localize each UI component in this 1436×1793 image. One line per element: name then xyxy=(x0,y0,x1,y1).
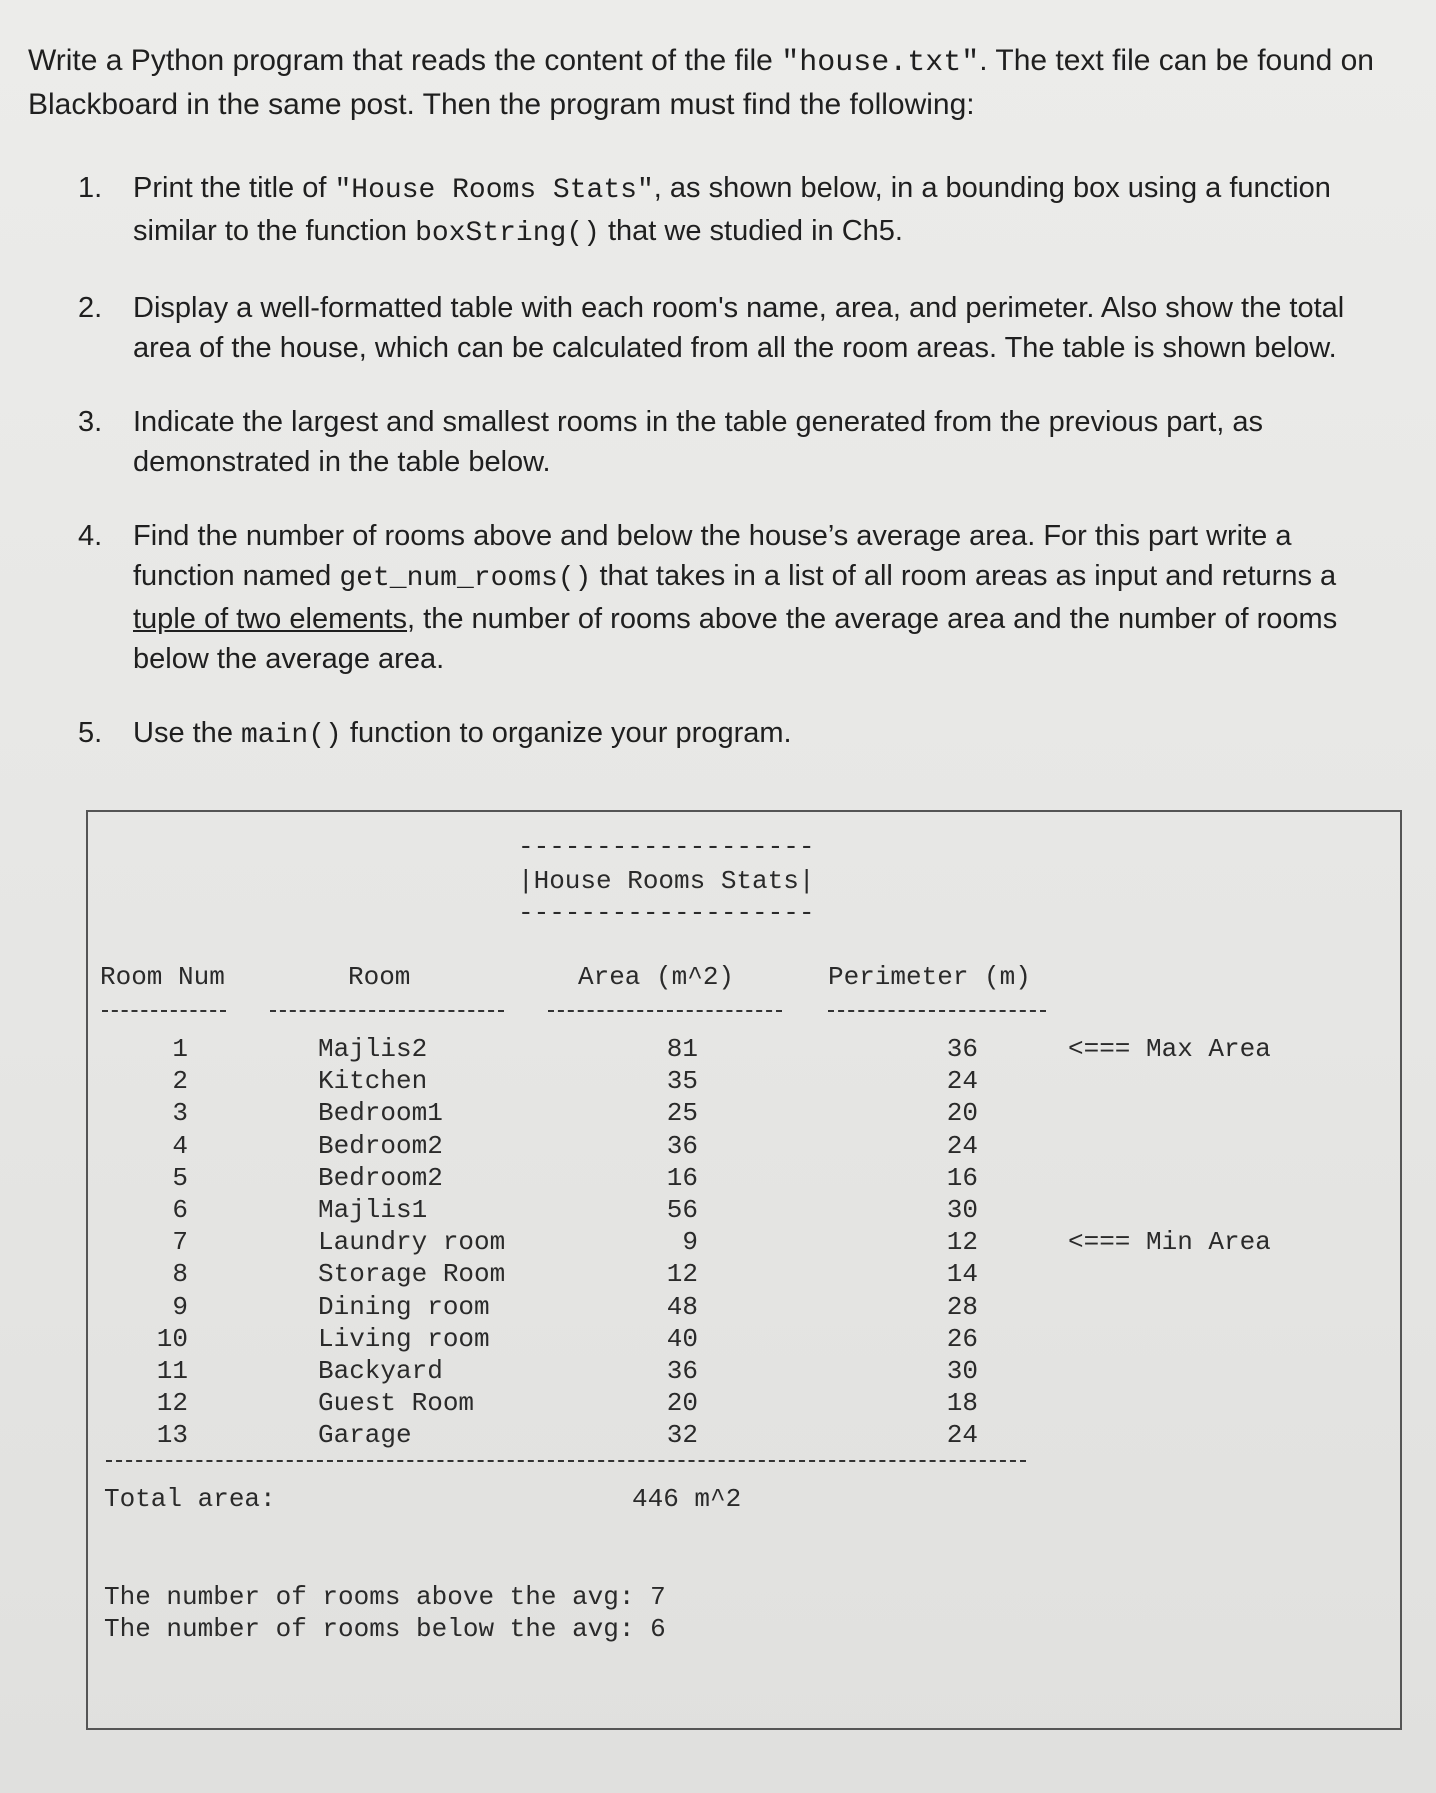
perimeter-cell: 14 xyxy=(946,1259,978,1290)
area-cell: 32 xyxy=(666,1420,698,1451)
perimeter-cell: 30 xyxy=(946,1195,978,1225)
room-name-cell: Majlis2 xyxy=(318,1034,428,1064)
room-name-cell: Backyard xyxy=(318,1356,443,1386)
total-area-label: Total area: xyxy=(104,1484,276,1514)
intro-text: Write a Python program that reads the content of the file xyxy=(28,44,782,77)
area-cell: 56 xyxy=(666,1195,698,1225)
task-text: Indicate the largest and smallest rooms in the table generated from the previous part, as demonstrated in the table below. xyxy=(133,406,1264,478)
room-num-cell: 2 xyxy=(172,1066,188,1097)
rooms-below-avg: The number of rooms below the avg: 6 xyxy=(104,1614,666,1644)
room-name-cell: Storage Room xyxy=(318,1259,506,1290)
task-code: "House Rooms Stats" xyxy=(334,175,654,206)
header-underline xyxy=(270,1010,504,1012)
total-area-value: 446 m^2 xyxy=(632,1484,742,1514)
task-text: , the number of rooms above the average area and the number of rooms below the average area. xyxy=(133,603,1338,675)
task-text: Find the number of rooms above and below the house’s average area. For this part write a function named xyxy=(133,520,1292,592)
area-note-cell: <=== Max Area xyxy=(1068,1034,1271,1064)
task-item-4 xyxy=(78,516,1378,679)
room-num-cell: 10 xyxy=(156,1323,188,1354)
header-underline xyxy=(102,1010,226,1012)
task-number: 1. xyxy=(78,172,103,204)
room-name-cell: Majlis1 xyxy=(318,1195,428,1225)
task-text: Print the title of xyxy=(133,172,335,204)
table-row xyxy=(88,1292,1400,1324)
table-row xyxy=(88,1324,1400,1356)
area-cell: 9 xyxy=(682,1227,698,1258)
perimeter-cell: 20 xyxy=(946,1098,978,1129)
area-note-cell: <=== Min Area xyxy=(1068,1227,1271,1258)
room-num-cell: 5 xyxy=(172,1162,188,1193)
task-number: 2. xyxy=(78,292,103,324)
table-row xyxy=(88,1098,1400,1130)
area-cell: 81 xyxy=(666,1034,698,1064)
table-row xyxy=(88,1259,1400,1291)
header-underline xyxy=(548,1010,782,1012)
table-row xyxy=(88,1356,1400,1388)
task-text: , as shown below, in a bounding box using a function similar to the function xyxy=(133,172,1331,247)
room-name-cell: Bedroom1 xyxy=(318,1098,443,1129)
task-item-2 xyxy=(78,288,1378,368)
intro-text-end: . The text file can be found on Blackboard in the same post. Then the program must find the following: xyxy=(28,44,1374,121)
table-separator xyxy=(106,1460,1026,1462)
header-room-num: Room Num xyxy=(100,962,225,992)
task-list xyxy=(78,168,1378,790)
perimeter-cell: 12 xyxy=(946,1227,978,1258)
task-number: 4. xyxy=(78,520,103,552)
task-code: main() xyxy=(241,720,342,751)
table-row xyxy=(88,1163,1400,1195)
rooms-above-avg: The number of rooms above the avg: 7 xyxy=(104,1582,666,1612)
perimeter-cell: 16 xyxy=(946,1162,978,1193)
table-row xyxy=(88,1066,1400,1098)
area-cell: 16 xyxy=(666,1162,698,1193)
program-output-box xyxy=(86,810,1402,1730)
area-cell: 25 xyxy=(666,1098,698,1129)
area-cell: 40 xyxy=(666,1323,698,1354)
room-name-cell: Garage xyxy=(318,1420,412,1451)
room-name-cell: Kitchen xyxy=(318,1066,428,1097)
title-box-text: |House Rooms Stats| xyxy=(518,866,815,896)
task-text: that takes in a list of all room areas as input and returns a xyxy=(591,560,1337,592)
perimeter-cell: 24 xyxy=(946,1066,978,1097)
perimeter-cell: 36 xyxy=(946,1034,978,1064)
perimeter-cell: 24 xyxy=(946,1130,978,1161)
area-cell: 48 xyxy=(666,1291,698,1322)
room-name-cell: Dining room xyxy=(318,1291,490,1322)
table-row xyxy=(88,1034,1400,1066)
header-area: Area (m^2) xyxy=(578,962,735,992)
task-item-1 xyxy=(78,168,1378,254)
area-cell: 35 xyxy=(666,1066,698,1097)
task-text: Display a well-formatted table with each room's name, area, and perimeter. Also show the total area of the house, which can be calculated from all the room areas. The table is shown below. xyxy=(133,292,1345,364)
area-cell: 12 xyxy=(666,1259,698,1290)
table-row xyxy=(88,1420,1400,1452)
task-number: 5. xyxy=(78,717,103,749)
room-num-cell: 4 xyxy=(172,1130,188,1161)
task-item-5 xyxy=(78,713,1378,756)
perimeter-cell: 26 xyxy=(946,1323,978,1354)
task-text: that we studied in Ch5. xyxy=(599,215,903,247)
task-item-3 xyxy=(78,402,1378,482)
area-cell: 36 xyxy=(666,1130,698,1161)
room-name-cell: Laundry room xyxy=(318,1227,506,1258)
room-num-cell: 9 xyxy=(172,1291,188,1322)
intro-paragraph xyxy=(28,40,1388,126)
header-underline xyxy=(828,1010,1046,1012)
room-num-cell: 11 xyxy=(156,1356,188,1386)
task-code: get_num_rooms() xyxy=(339,563,592,594)
room-name-cell: Bedroom2 xyxy=(318,1130,443,1161)
perimeter-cell: 30 xyxy=(946,1356,978,1386)
task-number: 3. xyxy=(78,406,103,438)
table-row xyxy=(88,1388,1400,1420)
room-num-cell: 3 xyxy=(172,1098,188,1129)
table-row xyxy=(88,1227,1400,1259)
task-text: function to organize your program. xyxy=(341,717,792,749)
room-num-cell: 1 xyxy=(172,1034,188,1064)
perimeter-cell: 18 xyxy=(946,1388,978,1419)
perimeter-cell: 28 xyxy=(946,1291,978,1322)
room-num-cell: 8 xyxy=(172,1259,188,1290)
task-underlined: tuple of two elements xyxy=(133,603,408,635)
table-row xyxy=(88,1131,1400,1163)
room-name-cell: Guest Room xyxy=(318,1388,475,1419)
header-perimeter: Perimeter (m) xyxy=(828,962,1031,992)
task-text: Use the xyxy=(133,717,241,749)
intro-filename: "house.txt" xyxy=(781,46,980,80)
room-name-cell: Living room xyxy=(318,1323,490,1354)
header-room: Room xyxy=(348,962,411,992)
title-box-bottom: ------------------- xyxy=(518,898,815,928)
room-name-cell: Bedroom2 xyxy=(318,1162,443,1193)
room-num-cell: 6 xyxy=(172,1195,188,1225)
area-cell: 36 xyxy=(666,1356,698,1386)
perimeter-cell: 24 xyxy=(946,1420,978,1451)
task-code: boxString() xyxy=(415,218,600,249)
table-row xyxy=(88,1195,1400,1227)
room-num-cell: 13 xyxy=(156,1420,188,1451)
title-box-top: ------------------- xyxy=(518,832,815,862)
area-cell: 20 xyxy=(666,1388,698,1419)
room-num-cell: 7 xyxy=(172,1227,188,1258)
room-num-cell: 12 xyxy=(156,1388,188,1419)
